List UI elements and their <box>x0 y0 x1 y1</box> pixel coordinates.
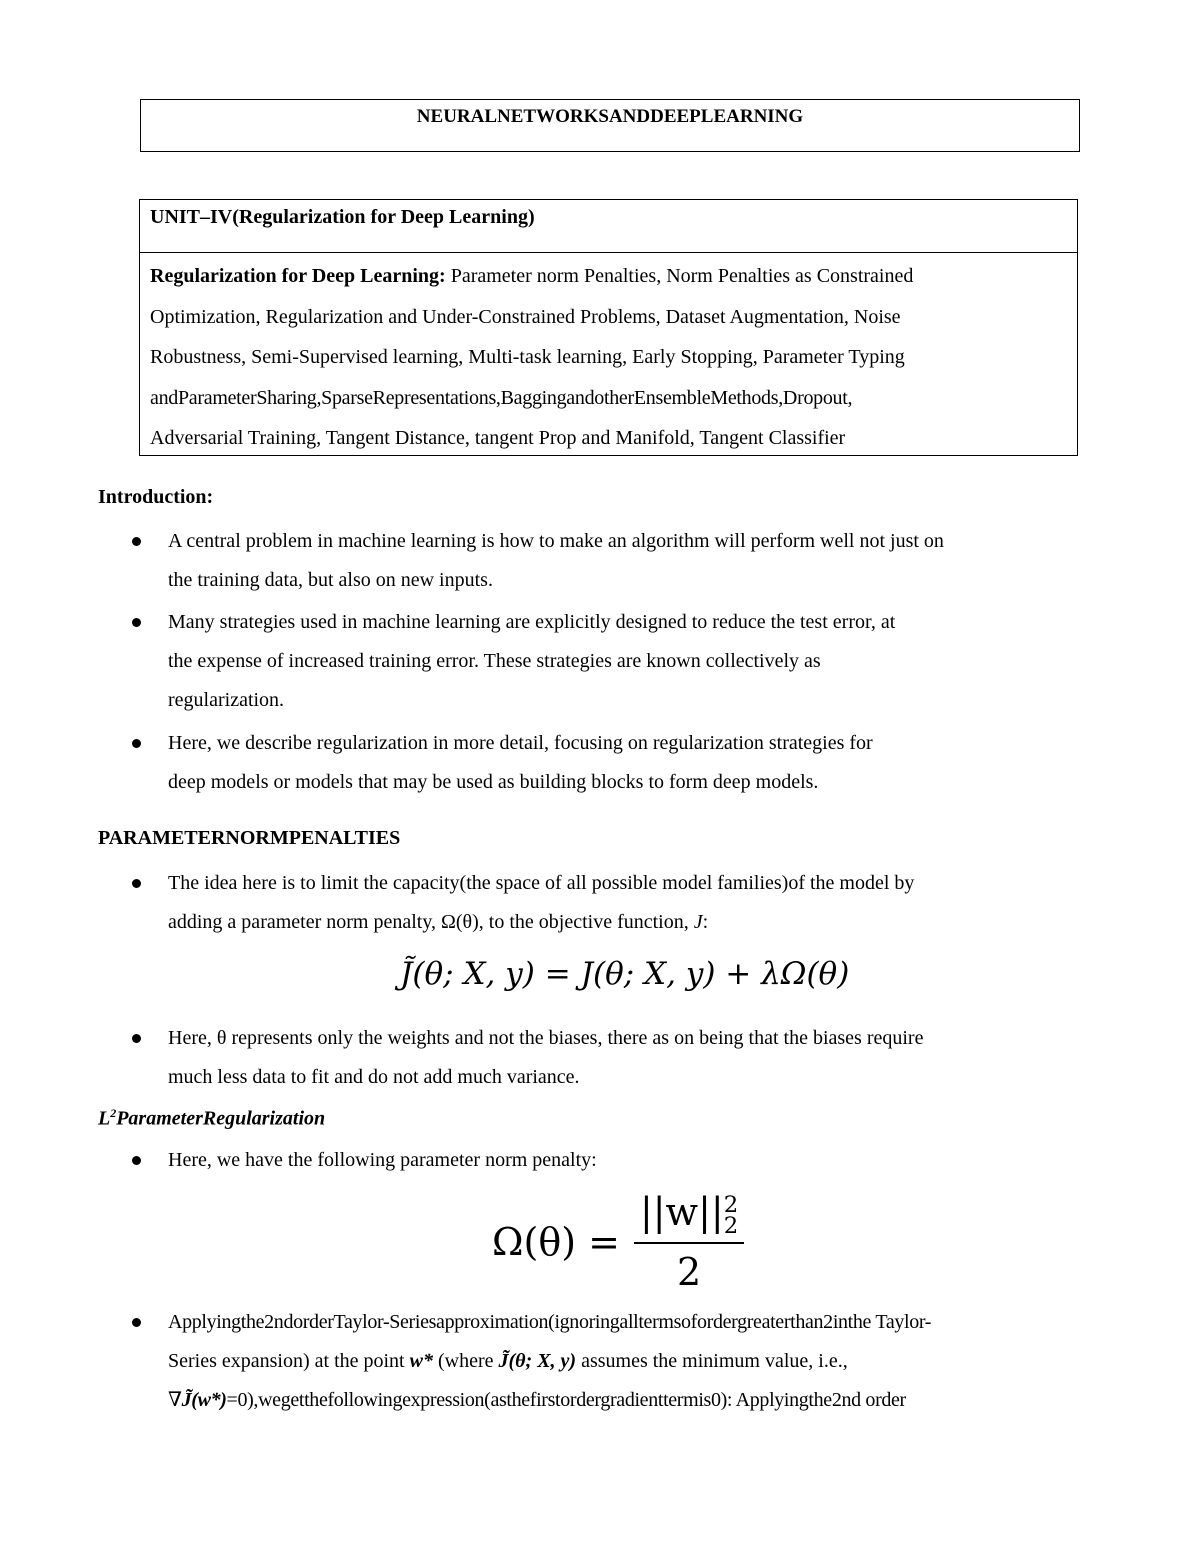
unit-topics-line: Adversarial Training, Tangent Distance, tangent Prop and Manifold, Tangent Classifier <box>150 427 846 450</box>
objective-expression: J̃(θ; X, y) <box>498 1350 577 1372</box>
l2-heading <box>98 1106 325 1131</box>
list-item-line <box>168 1342 931 1381</box>
intro-bullet-2 <box>168 603 895 720</box>
l2-bullet-1 <box>168 1141 597 1180</box>
equation-lhs: J̃(θ; X, y) <box>400 956 535 992</box>
list-item-line <box>168 1381 931 1420</box>
unit-topics-line: andParameterSharing,SparseRepresentations,BaggingandotherEnsembleMethods,Dropout, <box>150 386 853 409</box>
list-item-line: The idea here is to limit the capacity(the space of all possible model families)of the model by <box>168 872 915 894</box>
intro-bullet-3 <box>168 724 873 802</box>
equation-denominator: 2 <box>634 1242 744 1294</box>
document-title: NEURALNETWORKSANDDEEPLEARNING <box>416 106 804 127</box>
list-item-text: adding a parameter norm penalty, Ω(θ), to the objective function, <box>168 911 694 933</box>
list-item-line <box>168 903 914 942</box>
param-norm-heading: PARAMETERNORMPENALTIES <box>98 827 401 849</box>
list-item-line: Applyingthe2ndorderTaylor-Seriesapproximation(ignoringalltermsofordergreaterthan2inthe Taylor- <box>168 1311 932 1333</box>
equation-l2-penalty <box>492 1190 744 1294</box>
unit-topics-text: Parameter norm Penalties, Norm Penalties as Constrained <box>445 265 914 287</box>
norm-sup: 2 <box>723 1191 739 1218</box>
equation-equals: = <box>534 956 581 992</box>
list-item-line: Here, we have the following parameter norm penalty: <box>168 1149 597 1171</box>
unit-topics-line: Optimization, Regularization and Under-Constrained Problems, Dataset Augmentation, Noise <box>150 305 901 328</box>
equation-lhs: Ω(θ) = <box>492 1220 620 1265</box>
list-item-text: Series expansion) at the point <box>168 1350 410 1372</box>
list-item-line: the expense of increased training error. These strategies are known collectively as <box>168 650 821 672</box>
introduction-heading: Introduction: <box>98 486 214 508</box>
unit-topics-label: Regularization for Deep Learning: <box>150 265 446 287</box>
point-symbol: w* <box>409 1350 433 1372</box>
bullet-icon <box>132 739 141 748</box>
list-item-text: =0),wegetthefollowingexpression(asthefirstordergradienttermis0): Applyingthe2nd order <box>226 1389 906 1411</box>
title-box <box>140 99 1080 152</box>
unit-heading: UNIT–IV(Regularization for Deep Learning) <box>150 206 535 228</box>
list-item-line: A central problem in machine learning is how to make an algorithm will perform well not just on <box>168 530 944 552</box>
param-norm-bullet-1 <box>168 864 914 942</box>
l2-heading-sup: 2 <box>110 1106 117 1120</box>
bullet-icon <box>132 537 141 546</box>
list-item-text: assumes the minimum value, i.e., <box>576 1350 848 1372</box>
bullet-icon <box>132 879 141 888</box>
l2-heading-text: ParameterRegularization <box>116 1107 326 1130</box>
equation-rhs: J(θ; X, y) + λΩ(θ) <box>580 956 850 992</box>
nabla-symbol: ∇ <box>168 1389 182 1411</box>
list-item-line: deep models or models that may be used as building blocks to form deep models. <box>168 771 819 793</box>
list-item-line: regularization. <box>168 689 285 711</box>
gradient-expression: J̃(w*) <box>181 1389 227 1411</box>
unit-topics-line <box>150 256 1065 297</box>
list-item-text: : <box>702 911 709 933</box>
list-item-line: Here, θ represents only the weights and not the biases, there as on being that the biases require <box>168 1027 924 1049</box>
equation-numerator <box>634 1190 744 1242</box>
list-item-line: Here, we describe regularization in more detail, focusing on regularization strategies for <box>168 732 873 754</box>
list-item-line: the training data, but also on new inputs. <box>168 569 493 591</box>
bullet-icon <box>132 1318 141 1327</box>
l2-heading-letter: L <box>98 1107 111 1130</box>
unit-topics-line: Robustness, Semi-Supervised learning, Multi-task learning, Early Stopping, Parameter Typing <box>150 346 905 369</box>
l2-bullet-2 <box>168 1303 931 1420</box>
equation-regularized-objective <box>400 956 849 992</box>
norm-text: ||w|| <box>639 1190 724 1234</box>
unit-box <box>139 199 1078 456</box>
objective-symbol: J <box>693 911 703 933</box>
param-norm-bullet-2 <box>168 1019 923 1097</box>
norm-sub: 2 <box>723 1212 739 1239</box>
equation-fraction <box>634 1190 744 1294</box>
list-item-line: Many strategies used in machine learning are explicitly designed to reduce the test error, at <box>168 611 896 633</box>
bullet-icon <box>132 618 141 627</box>
unit-heading-row <box>140 200 1077 253</box>
list-item-line: much less data to fit and do not add much variance. <box>168 1066 580 1088</box>
unit-topics <box>150 256 1065 459</box>
intro-bullet-1 <box>168 522 944 600</box>
bullet-icon <box>132 1034 141 1043</box>
list-item-text: (where <box>432 1350 499 1372</box>
bullet-icon <box>132 1156 141 1165</box>
